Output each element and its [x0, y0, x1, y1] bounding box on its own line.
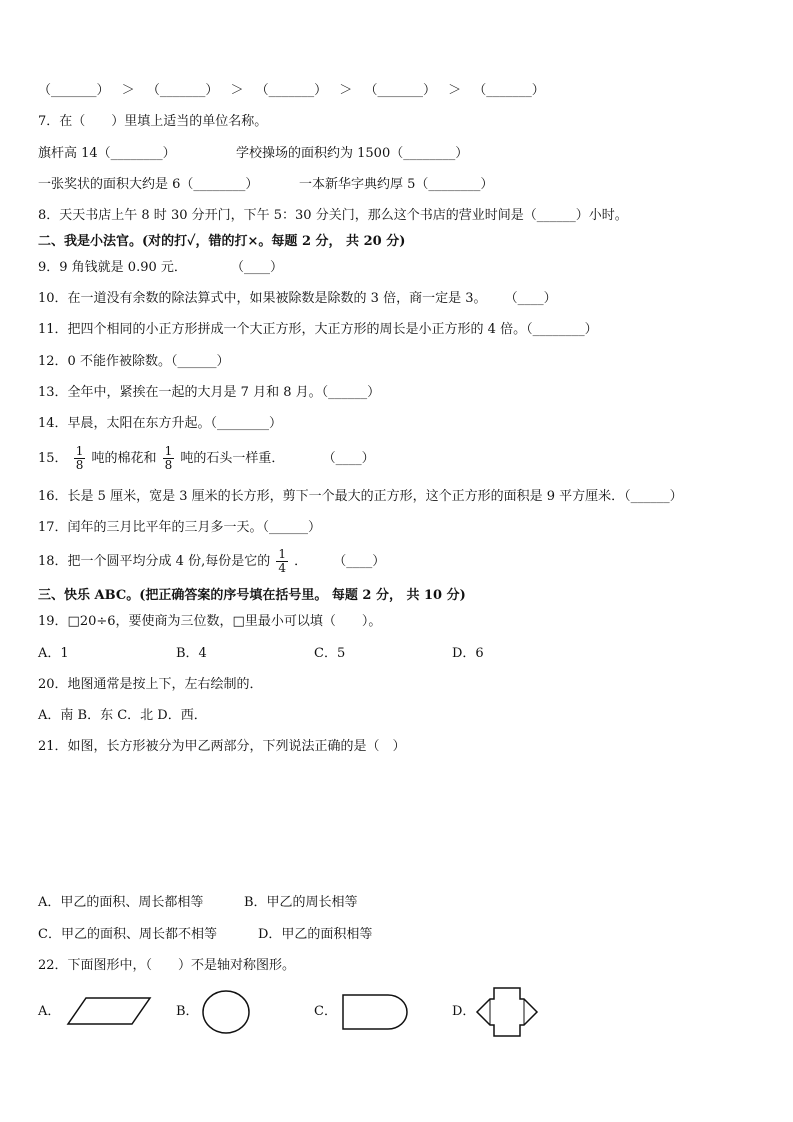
question-7-d[interactable]: 一本新华字典约厚 5（________） [299, 177, 494, 192]
question-22-label-a[interactable]: A． [38, 1004, 61, 1019]
fraction-numerator: 1 [75, 444, 84, 458]
fraction-denominator: 8 [75, 458, 84, 472]
question-8[interactable]: 8．天天书店上午 8 时 30 分开门，下午 5：30 分关门，那么这个书店的营业时间是（______）小时。 [38, 208, 628, 223]
question-7-stem: 7．在（ ）里填上适当的单位名称。 [38, 114, 268, 129]
fraction-one-eighth [163, 445, 175, 472]
question-19-stem: 19．□20÷6，要使商为三位数，□里最小可以填（ ）。 [38, 614, 382, 629]
blank-2[interactable]: （_______） [146, 83, 219, 98]
question-18-prefix: 18．把一个圆平均分成 4 份,每份是它的 [38, 554, 271, 569]
parallelogram-icon[interactable] [66, 996, 154, 1028]
question-21-option-a[interactable]: A．甲乙的面积、周长都相等 [38, 895, 204, 910]
question-10-blank[interactable]: （____） [504, 291, 557, 306]
question-22-label-b[interactable]: B． [176, 1004, 199, 1019]
question-22-label-d[interactable]: D． [452, 1004, 476, 1019]
question-18-blank[interactable]: （____） [333, 554, 386, 569]
blank-5[interactable]: （_______） [473, 83, 545, 98]
fraction-numerator: 1 [278, 547, 286, 561]
question-10-text: 10．在一道没有余数的除法算式中，如果被除数是除数的 3 倍，商一定是 3。 [38, 291, 487, 306]
question-21-stem: 21．如图，长方形被分为甲乙两部分，下列说法正确的是（ ） [38, 739, 406, 754]
question-19-option-c[interactable]: C．5 [314, 646, 346, 661]
fraction-one-eighth [74, 445, 86, 472]
blank-1[interactable]: （_______） [38, 83, 110, 98]
greater-than: ＞ [230, 83, 244, 98]
question-10 [38, 290, 557, 308]
question-14[interactable]: 14．早晨，太阳在东方升起。（________） [38, 416, 283, 431]
question-7-c[interactable]: 一张奖状的面积大约是 6（________） [38, 177, 259, 192]
question-22-stem: 22．下面图形中，（ ）不是轴对称图形。 [38, 958, 296, 973]
question-9-text: 9．9 角钱就是 0.90 元． [38, 260, 187, 275]
question-18-suffix: ． [294, 554, 308, 569]
question-13[interactable]: 13．全年中，紧挨在一起的大月是 7 月和 8 月。（______） [38, 385, 381, 400]
blank-4[interactable]: （_______） [364, 83, 436, 98]
question-9-blank[interactable]: （____） [231, 260, 284, 275]
fraction-numerator: 1 [164, 444, 173, 458]
question-21-option-b[interactable]: B．甲乙的周长相等 [244, 895, 358, 910]
section-3-title: 三、快乐 ABC。(把正确答案的序号填在括号里。 每题 2 分， 共 10 分) [38, 588, 466, 603]
question-22-label-c[interactable]: C． [314, 1004, 337, 1019]
question-21-option-d[interactable]: D．甲乙的面积相等 [258, 927, 373, 942]
question-20-stem: 20．地图通常是按上下，左右绘制的． [38, 677, 263, 692]
comparison-row [38, 82, 545, 100]
question-21-option-c[interactable]: C．甲乙的面积、周长都不相等 [38, 927, 217, 942]
question-9 [38, 259, 283, 277]
question-19-option-b[interactable]: B．4 [176, 646, 207, 661]
greater-than: ＞ [121, 83, 135, 98]
d-shape-icon[interactable] [340, 992, 412, 1032]
section-2-title: 二、我是小法官。(对的打✓，错的打×。每题 2 分， 共 20 分) [38, 234, 406, 249]
question-12[interactable]: 12．0 不能作被除数。（______） [38, 354, 230, 369]
greater-than: ＞ [448, 83, 462, 98]
blank-3[interactable]: （_______） [255, 83, 328, 98]
question-15 [38, 444, 375, 474]
question-15-prefix: 15． [38, 451, 68, 466]
question-11[interactable]: 11．把四个相同的小正方形拼成一个大正方形，大正方形的周长是小正方形的 4 倍。（________） [38, 322, 598, 337]
question-19-option-d[interactable]: D．6 [452, 646, 484, 661]
question-7-a[interactable]: 旗杆高 14（________） [38, 146, 176, 161]
question-7-b[interactable]: 学校操场的面积约为 1500（________） [236, 146, 469, 161]
question-20-options[interactable]: A．南 B．东 C．北 D．西． [38, 708, 207, 723]
question-19-option-a[interactable]: A．1 [38, 646, 69, 661]
greater-than: ＞ [339, 83, 353, 98]
question-17[interactable]: 17．闰年的三月比平年的三月多一天。（______） [38, 520, 322, 535]
question-15-mid: 吨的棉花和 [91, 451, 157, 466]
question-18 [38, 547, 385, 577]
fraction-denominator: 4 [278, 561, 286, 575]
cross-arrow-icon[interactable] [474, 985, 540, 1039]
circle-icon[interactable] [200, 989, 252, 1035]
question-15-suffix: 吨的石头一样重． [180, 451, 285, 466]
question-15-blank[interactable]: （____） [322, 451, 375, 466]
fraction-denominator: 8 [164, 458, 173, 472]
question-16[interactable]: 16．长是 5 厘米，宽是 3 厘米的长方形，剪下一个最大的正方形，这个正方形的面积是 9 平方厘米．（______） [38, 489, 683, 504]
fraction-one-quarter [276, 548, 288, 575]
